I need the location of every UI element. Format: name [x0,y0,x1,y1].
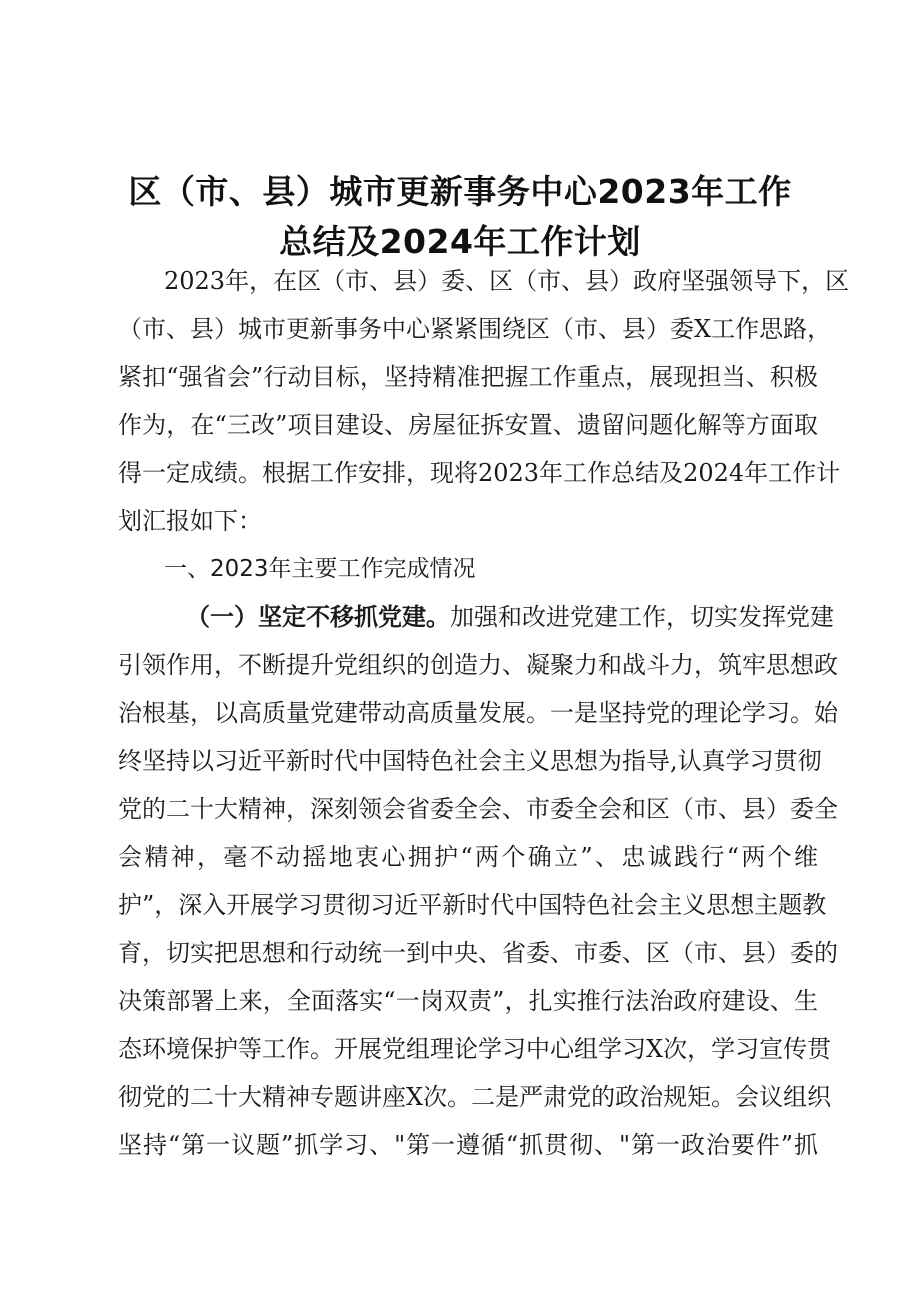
document-title-line-1: 区（市、县）城市更新事务中心2023年工作 [128,172,792,211]
body-line-7: 育，切实把思想和行动统一到中央、省委、市委、区（市、县）委的 [118,939,838,967]
intro-line-6: 划汇报如下： [118,507,262,535]
body-line-6: 护”，深入开展学习贯彻习近平新时代中国特色社会主义思想主题教 [118,891,827,919]
intro-line-4: 作为，在“三改”项目建设、房屋征拆安置、遗留问题化解等方面取 [118,411,818,439]
intro-line-5: 得一定成绩。根据工作安排，现将2023年工作总结及2024年工作计 [118,459,841,487]
intro-line-3: 紧扣“强省会”行动目标，坚持精准把握工作重点，展现担当、积极 [118,363,818,391]
body-line-9: 态环境保护等工作。开展党组理论学习中心组学习X次，学习宣传贯 [118,1035,832,1063]
body-line-5: 会精神，毫不动摇地衷心拥护“两个确立”、忠诚践行“两个维 [118,843,818,871]
subsection-first-rest: 加强和改进党建工作，切实发挥党建 [450,603,834,631]
body-line-4: 党的二十大精神，深刻领会省委全会、市委全会和区（市、县）委全 [118,795,838,823]
intro-line-2: （市、县）城市更新事务中心紧紧围绕区（市、县）委X工作思路， [118,315,832,343]
body-line-11: 坚持“第一议题”抓学习、"第一遵循“抓贯彻、"第一政治要件”抓 [118,1131,818,1159]
section-heading: 一、2023年主要工作完成情况 [164,556,476,582]
body-line-8: 决策部署上来，全面落实“一岗双责”，扎实推行法治政府建设、生 [118,987,818,1015]
intro-line-1: 2023年，在区（市、县）委、区（市、县）政府坚强领导下，区 [164,267,850,295]
body-line-3: 终坚持以习近平新时代中国特色社会主义思想为指导,认真学习贯彻 [118,747,822,775]
subsection-lead: （一）坚定不移抓党建。 [186,603,450,631]
body-line-10: 彻党的二十大精神专题讲座X次。二是严肃党的政治规矩。会议组织 [118,1083,832,1111]
body-line-2: 治根基，以高质量党建带动高质量发展。一是坚持党的理论学习。始 [118,699,838,727]
document-title-line-2: 总结及2024年工作计划 [279,222,641,261]
subsection-first-line [186,601,834,633]
body-line-1: 引领作用，不断提升党组织的创造力、凝聚力和战斗力，筑牢思想政 [118,651,838,679]
